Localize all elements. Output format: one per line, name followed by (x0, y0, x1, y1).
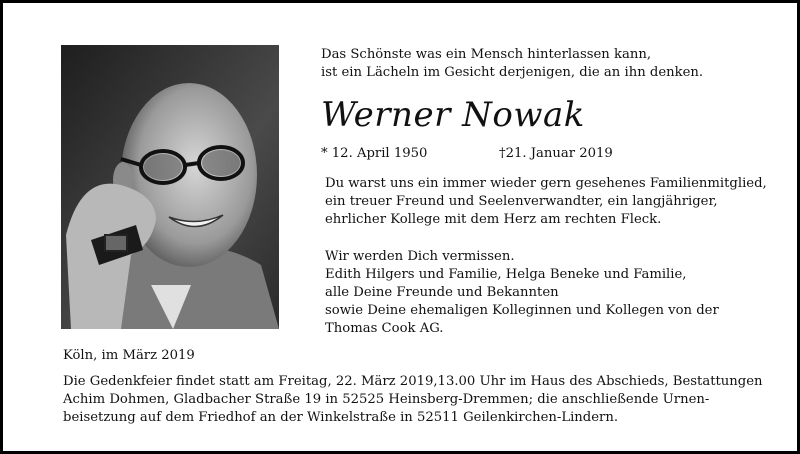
notice-line: Achim Dohmen, Gladbacher Straße 19 in 52525 Heinsberg-Dremmen; die anschließende Urnen- (63, 392, 710, 407)
quote-line-2: ist ein Lächeln im Gesicht derjenigen, die an ihn denken. (321, 65, 704, 80)
notice-line: beisetzung auf dem Friedhof an der Winkelstraße in 52511 Geilenkirchen-Lindern. (63, 410, 619, 425)
mourners-line: Edith Hilgers und Familie, Helga Beneke und Familie, (325, 267, 687, 282)
life-dates (321, 145, 613, 163)
mourners-line: sowie Deine ehemaligen Kolleginnen und Kollegen von der (325, 303, 719, 318)
mourners-list (325, 248, 719, 338)
birth-date: * 12. April 1950 (321, 146, 428, 161)
tribute-line: Du warst uns ein immer wieder gern gesehenes Familienmitglied, (325, 176, 767, 191)
death-date: †21. Januar 2019 (499, 146, 613, 161)
place-and-date: Köln, im März 2019 (63, 348, 195, 363)
deceased-name: Werner Nowak (321, 95, 585, 135)
tribute-text (325, 175, 767, 229)
tribute-line: ehrlicher Kollege mit dem Herz am rechten Fleck. (325, 212, 662, 227)
mourners-line: Thomas Cook AG. (325, 321, 444, 336)
quote-line-1: Das Schönste was ein Mensch hinterlassen kann, (321, 47, 652, 62)
portrait-photo (61, 45, 279, 329)
mourners-line: alle Deine Freunde und Bekannten (325, 285, 559, 300)
memorial-service-notice (63, 373, 763, 427)
tribute-line: ein treuer Freund und Seelenverwandter, ein langjähriger, (325, 194, 718, 209)
memorial-quote (321, 46, 703, 82)
mourners-line: Wir werden Dich vermissen. (325, 249, 515, 264)
notice-line: Die Gedenkfeier findet statt am Freitag, 22. März 2019,13.00 Uhr im Haus des Abschieds, Bestattungen (63, 374, 763, 389)
